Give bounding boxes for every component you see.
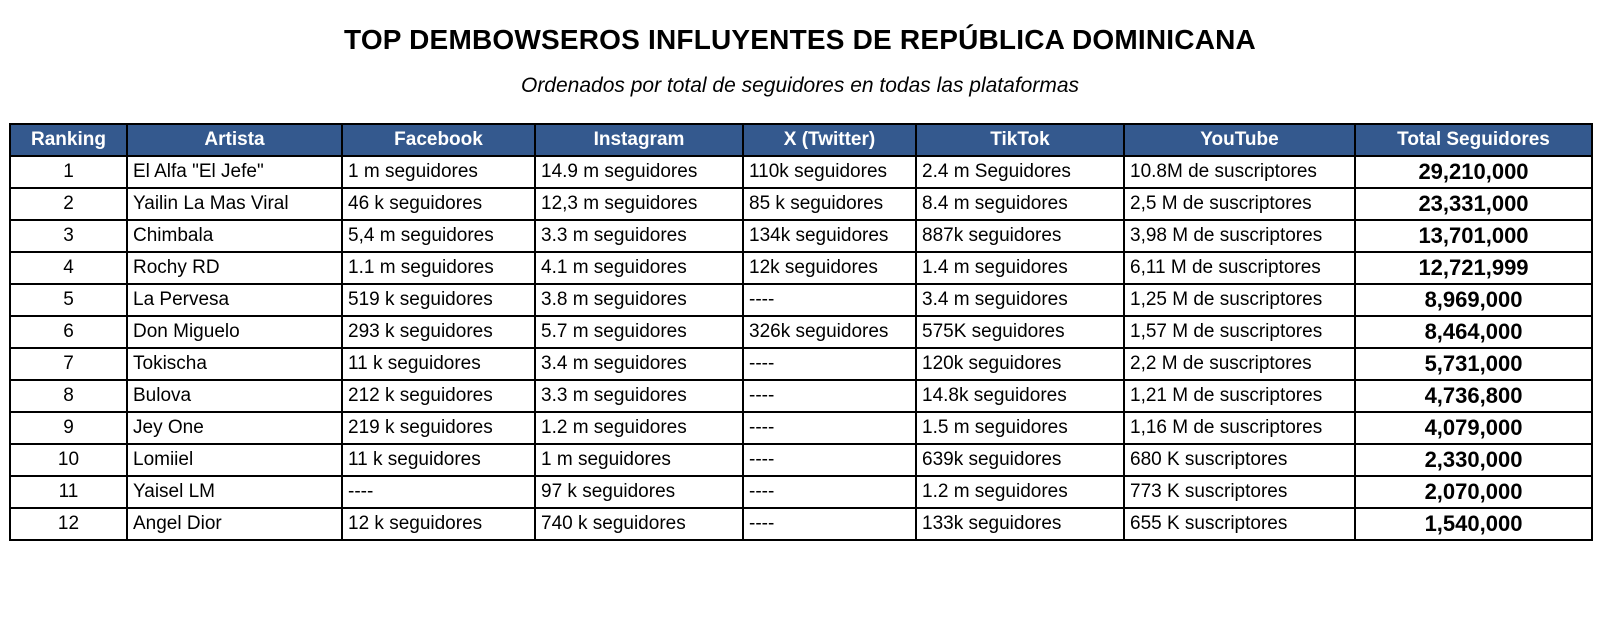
facebook-cell: 1.1 m seguidores <box>342 252 535 284</box>
facebook-cell: 5,4 m seguidores <box>342 220 535 252</box>
facebook-cell: 46 k seguidores <box>342 188 535 220</box>
facebook-cell: 1 m seguidores <box>342 156 535 188</box>
youtube-cell: 6,11 M de suscriptores <box>1124 252 1355 284</box>
youtube-cell: 1,21 M de suscriptores <box>1124 380 1355 412</box>
twitter-cell: ---- <box>743 508 916 540</box>
rank-cell: 9 <box>10 412 127 444</box>
rank-cell: 7 <box>10 348 127 380</box>
page-title: TOP DEMBOWSEROS INFLUYENTES DE REPÚBLICA DOMINICANA <box>344 24 1256 55</box>
rank-cell: 10 <box>10 444 127 476</box>
instagram-cell: 3.8 m seguidores <box>535 284 743 316</box>
total-cell: 4,079,000 <box>1355 412 1592 444</box>
instagram-cell: 1.2 m seguidores <box>535 412 743 444</box>
column-header-twitter: X (Twitter) <box>743 124 916 156</box>
rank-cell: 5 <box>10 284 127 316</box>
table-row <box>10 284 1592 316</box>
ranking-table <box>9 123 1593 541</box>
tiktok-cell: 1.5 m seguidores <box>916 412 1124 444</box>
tiktok-cell: 639k seguidores <box>916 444 1124 476</box>
artist-cell: Yaisel LM <box>127 476 342 508</box>
facebook-cell: 212 k seguidores <box>342 380 535 412</box>
total-cell: 8,969,000 <box>1355 284 1592 316</box>
page-subtitle: Ordenados por total de seguidores en todas las plataformas <box>520 74 1079 97</box>
tiktok-cell: 8.4 m seguidores <box>916 188 1124 220</box>
tiktok-cell: 575K seguidores <box>916 316 1124 348</box>
twitter-cell: 326k seguidores <box>743 316 916 348</box>
tiktok-cell: 120k seguidores <box>916 348 1124 380</box>
artist-cell: Don Miguelo <box>127 316 342 348</box>
artist-cell: Tokischa <box>127 348 342 380</box>
rank-cell: 4 <box>10 252 127 284</box>
table-row <box>10 252 1592 284</box>
instagram-cell: 740 k seguidores <box>535 508 743 540</box>
youtube-cell: 655 K suscriptores <box>1124 508 1355 540</box>
twitter-cell: 110k seguidores <box>743 156 916 188</box>
artist-cell: Chimbala <box>127 220 342 252</box>
twitter-cell: 85 k seguidores <box>743 188 916 220</box>
youtube-cell: 1,16 M de suscriptores <box>1124 412 1355 444</box>
table-row <box>10 316 1592 348</box>
total-cell: 12,721,999 <box>1355 252 1592 284</box>
twitter-cell: ---- <box>743 380 916 412</box>
rank-cell: 8 <box>10 380 127 412</box>
table-row <box>10 412 1592 444</box>
table-row <box>10 476 1592 508</box>
column-header-youtube: YouTube <box>1124 124 1355 156</box>
table-row <box>10 508 1592 540</box>
rank-cell: 12 <box>10 508 127 540</box>
table-row <box>10 156 1592 188</box>
rank-cell: 3 <box>10 220 127 252</box>
youtube-cell: 773 K suscriptores <box>1124 476 1355 508</box>
instagram-cell: 3.3 m seguidores <box>535 380 743 412</box>
twitter-cell: ---- <box>743 348 916 380</box>
total-cell: 2,070,000 <box>1355 476 1592 508</box>
facebook-cell: 293 k seguidores <box>342 316 535 348</box>
table-body <box>10 156 1592 540</box>
column-header-facebook: Facebook <box>342 124 535 156</box>
table-row <box>10 380 1592 412</box>
table-row <box>10 444 1592 476</box>
youtube-cell: 2,2 M de suscriptores <box>1124 348 1355 380</box>
instagram-cell: 14.9 m seguidores <box>535 156 743 188</box>
tiktok-cell: 14.8k seguidores <box>916 380 1124 412</box>
facebook-cell: 12 k seguidores <box>342 508 535 540</box>
column-header-ranking: Ranking <box>10 124 127 156</box>
youtube-cell: 1,25 M de suscriptores <box>1124 284 1355 316</box>
instagram-cell: 3.4 m seguidores <box>535 348 743 380</box>
table-header-row <box>10 124 1592 156</box>
total-cell: 4,736,800 <box>1355 380 1592 412</box>
tiktok-cell: 133k seguidores <box>916 508 1124 540</box>
youtube-cell: 2,5 M de suscriptores <box>1124 188 1355 220</box>
table-row <box>10 220 1592 252</box>
tiktok-cell: 1.4 m seguidores <box>916 252 1124 284</box>
artist-cell: El Alfa "El Jefe" <box>127 156 342 188</box>
tiktok-cell: 1.2 m seguidores <box>916 476 1124 508</box>
twitter-cell: ---- <box>743 412 916 444</box>
artist-cell: La Pervesa <box>127 284 342 316</box>
youtube-cell: 1,57 M de suscriptores <box>1124 316 1355 348</box>
artist-cell: Rochy RD <box>127 252 342 284</box>
youtube-cell: 3,98 M de suscriptores <box>1124 220 1355 252</box>
column-header-total: Total Seguidores <box>1355 124 1592 156</box>
total-cell: 5,731,000 <box>1355 348 1592 380</box>
twitter-cell: ---- <box>743 444 916 476</box>
youtube-cell: 680 K suscriptores <box>1124 444 1355 476</box>
twitter-cell: ---- <box>743 476 916 508</box>
total-cell: 8,464,000 <box>1355 316 1592 348</box>
artist-cell: Bulova <box>127 380 342 412</box>
instagram-cell: 5.7 m seguidores <box>535 316 743 348</box>
column-header-tiktok: TikTok <box>916 124 1124 156</box>
twitter-cell: 134k seguidores <box>743 220 916 252</box>
artist-cell: Yailin La Mas Viral <box>127 188 342 220</box>
column-header-instagram: Instagram <box>535 124 743 156</box>
table-row <box>10 348 1592 380</box>
tiktok-cell: 887k seguidores <box>916 220 1124 252</box>
facebook-cell: ---- <box>342 476 535 508</box>
facebook-cell: 219 k seguidores <box>342 412 535 444</box>
total-cell: 2,330,000 <box>1355 444 1592 476</box>
artist-cell: Jey One <box>127 412 342 444</box>
instagram-cell: 12,3 m seguidores <box>535 188 743 220</box>
facebook-cell: 11 k seguidores <box>342 348 535 380</box>
total-cell: 13,701,000 <box>1355 220 1592 252</box>
tiktok-cell: 3.4 m seguidores <box>916 284 1124 316</box>
total-cell: 23,331,000 <box>1355 188 1592 220</box>
instagram-cell: 4.1 m seguidores <box>535 252 743 284</box>
twitter-cell: 12k seguidores <box>743 252 916 284</box>
tiktok-cell: 2.4 m Seguidores <box>916 156 1124 188</box>
instagram-cell: 3.3 m seguidores <box>535 220 743 252</box>
total-cell: 29,210,000 <box>1355 156 1592 188</box>
instagram-cell: 97 k seguidores <box>535 476 743 508</box>
rank-cell: 6 <box>10 316 127 348</box>
twitter-cell: ---- <box>743 284 916 316</box>
rank-cell: 2 <box>10 188 127 220</box>
total-cell: 1,540,000 <box>1355 508 1592 540</box>
rank-cell: 1 <box>10 156 127 188</box>
column-header-artista: Artista <box>127 124 342 156</box>
facebook-cell: 519 k seguidores <box>342 284 535 316</box>
rank-cell: 11 <box>10 476 127 508</box>
facebook-cell: 11 k seguidores <box>342 444 535 476</box>
table-row <box>10 188 1592 220</box>
artist-cell: Angel Dior <box>127 508 342 540</box>
youtube-cell: 10.8M de suscriptores <box>1124 156 1355 188</box>
instagram-cell: 1 m seguidores <box>535 444 743 476</box>
artist-cell: Lomiiel <box>127 444 342 476</box>
